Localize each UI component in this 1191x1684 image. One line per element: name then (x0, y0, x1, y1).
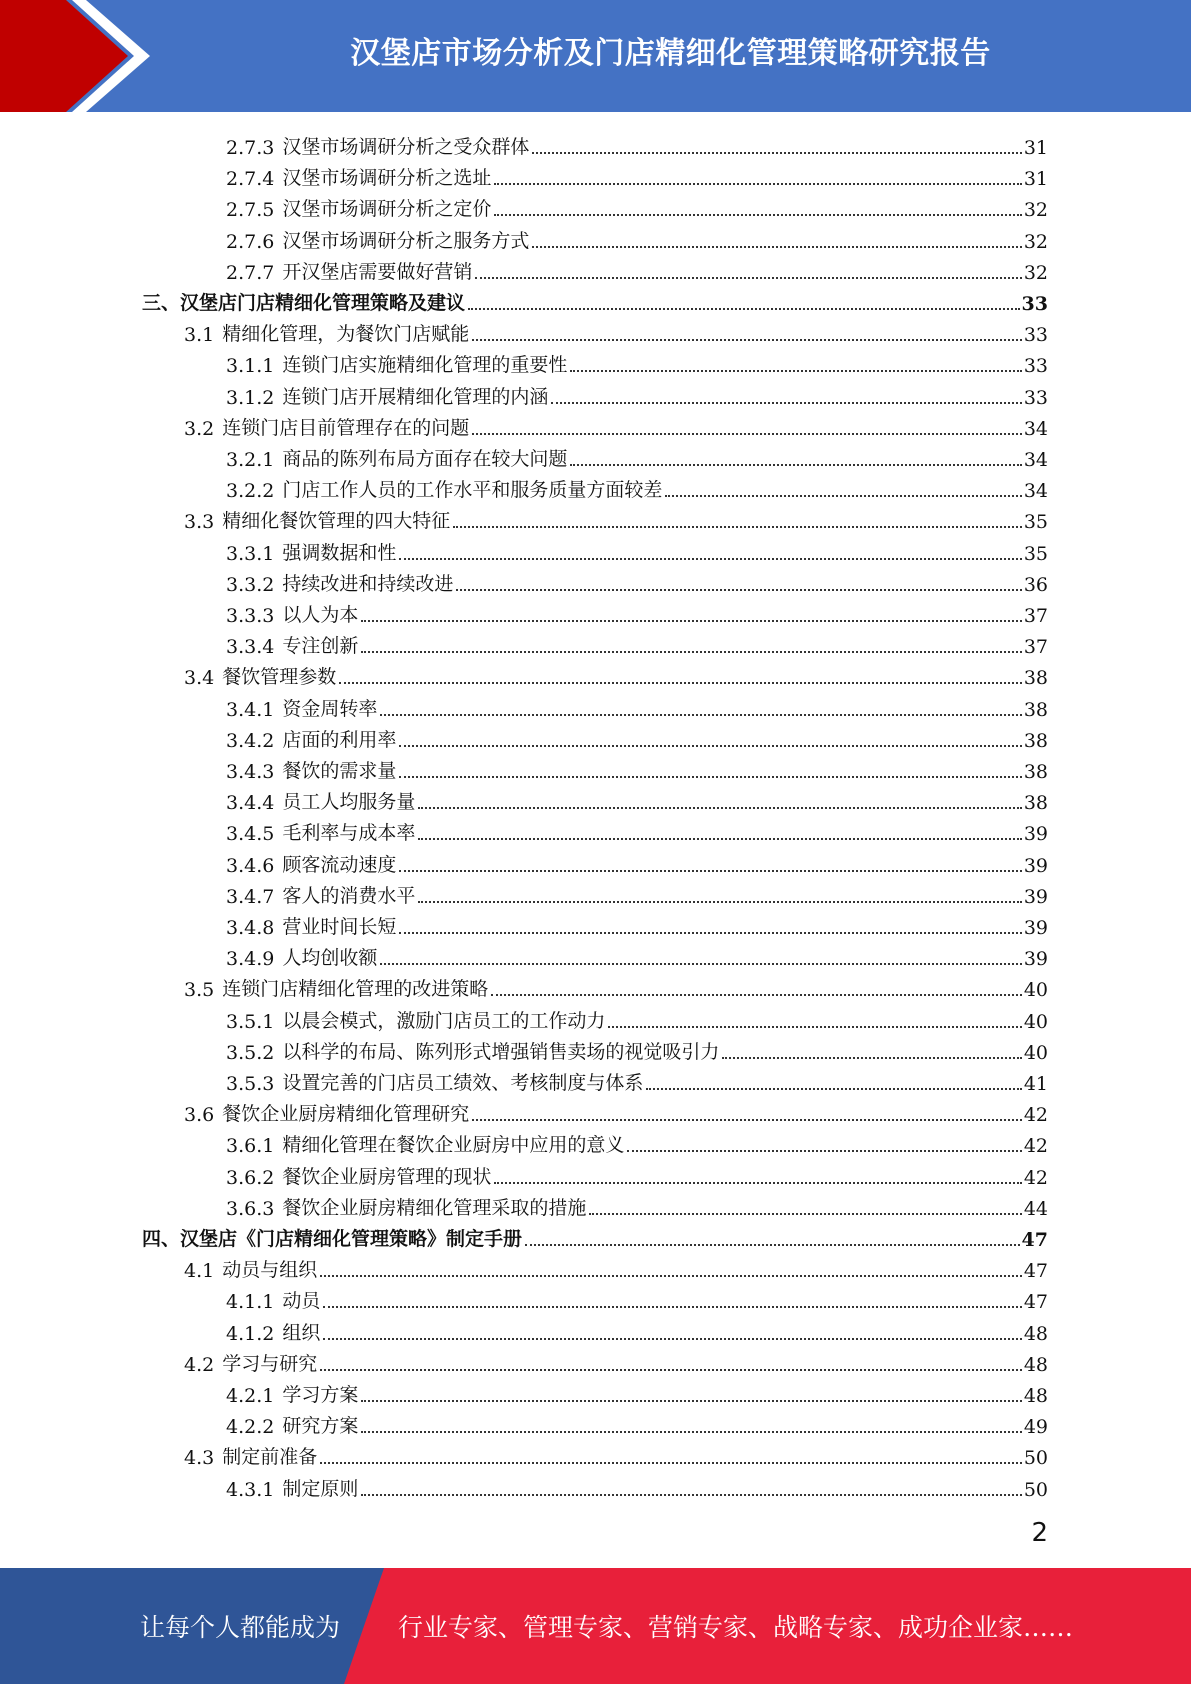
toc-dot-leader (494, 1182, 1021, 1184)
toc-entry[interactable] (226, 378, 1048, 409)
toc-entry[interactable] (226, 253, 1048, 284)
toc-entry-number: 2.7.7 (226, 262, 275, 284)
toc-entry[interactable] (226, 846, 1048, 877)
toc-dot-leader (472, 1119, 1022, 1121)
toc-entry-title: 开汉堡店需要做好营销 (282, 261, 473, 283)
toc-entry-number: 3.3 (184, 511, 215, 533)
toc-entry[interactable] (226, 814, 1048, 845)
toc-entry-title: 顾客流动速度 (282, 854, 397, 876)
toc-dot-leader (380, 963, 1021, 965)
toc-entry-title: 制定前准备 (222, 1446, 318, 1468)
toc-entry-page: 47 (1021, 1229, 1048, 1251)
toc-dot-leader (399, 558, 1021, 560)
toc-entry-page: 39 (1023, 886, 1048, 908)
toc-entry[interactable] (226, 534, 1048, 565)
toc-entry-number: 3.4.4 (226, 792, 275, 814)
toc-entry[interactable] (226, 721, 1048, 752)
toc-entry-number: 4.2 (184, 1354, 215, 1376)
toc-entry[interactable] (226, 1282, 1048, 1313)
toc-entry[interactable] (226, 1002, 1048, 1033)
toc-entry-title: 资金周转率 (282, 698, 378, 720)
toc-entry-title: 专注创新 (282, 635, 359, 657)
toc-dot-leader (525, 1244, 1020, 1246)
toc-entry-page: 38 (1023, 792, 1048, 814)
toc-entry-number: 4.1 (184, 1260, 215, 1282)
toc-dot-leader (608, 1026, 1021, 1028)
toc-entry-number: 4.1.1 (226, 1291, 275, 1313)
toc-entry-page: 34 (1023, 418, 1048, 440)
toc-entry-title: 制定原则 (282, 1478, 359, 1500)
toc-entry-page: 39 (1023, 948, 1048, 970)
toc-entry-title: 汉堡市场调研分析之服务方式 (282, 230, 530, 252)
toc-entry-title: 研究方案 (282, 1415, 359, 1437)
toc-entry[interactable] (226, 1407, 1048, 1438)
toc-entry-title: 设置完善的门店员工绩效、考核制度与体系 (282, 1072, 644, 1094)
toc-entry-title: 餐饮的需求量 (282, 760, 397, 782)
toc-entry[interactable] (184, 1251, 1048, 1282)
toc-dot-leader (646, 1088, 1021, 1090)
toc-entry-title: 汉堡市场调研分析之受众群体 (282, 136, 530, 158)
toc-entry-title: 餐饮企业厨房管理的现状 (282, 1166, 492, 1188)
toc-entry-page: 40 (1023, 979, 1048, 1001)
toc-entry[interactable] (226, 939, 1048, 970)
toc-entry-number: 3.5.1 (226, 1011, 275, 1033)
toc-entry-title: 商品的陈列布局方面存在较大问题 (282, 448, 568, 470)
toc-entry-title: 店面的利用率 (282, 729, 397, 751)
toc-entry-title: 员工人均服务量 (282, 791, 416, 813)
toc-entry[interactable] (142, 1220, 1048, 1251)
toc-dot-leader (453, 526, 1022, 528)
toc-dot-leader (665, 495, 1021, 497)
toc-entry-number: 3.6 (184, 1104, 215, 1126)
toc-entry-title: 餐饮管理参数 (222, 666, 337, 688)
toc-entry-number: 3.3.1 (226, 543, 275, 565)
toc-entry-page: 38 (1023, 699, 1048, 721)
toc-entry-page: 36 (1023, 574, 1048, 596)
toc-dot-leader (722, 1057, 1021, 1059)
toc-dot-leader (475, 277, 1021, 279)
toc-entry-number: 3.3.2 (226, 574, 275, 596)
toc-entry[interactable] (226, 596, 1048, 627)
toc-entry-number: 3.5.2 (226, 1042, 275, 1064)
toc-entry-page: 48 (1023, 1323, 1048, 1345)
toc-entry[interactable] (226, 1064, 1048, 1095)
toc-entry-number: 3.4 (184, 667, 215, 689)
toc-entry-title: 动员与组织 (222, 1259, 318, 1281)
footer-slogan-right: 行业专家、管理专家、营销专家、战略专家、成功企业家…… (398, 1613, 1074, 1642)
toc-dot-leader (494, 214, 1021, 216)
toc-dot-leader (399, 776, 1021, 778)
toc-entry[interactable] (142, 284, 1048, 315)
toc-entry-page: 47 (1023, 1291, 1048, 1313)
toc-entry[interactable] (226, 1158, 1048, 1189)
toc-dot-leader (323, 1306, 1021, 1308)
toc-entry-number: 2.7.3 (226, 137, 275, 159)
toc-entry-page: 48 (1023, 1354, 1048, 1376)
toc-entry[interactable] (226, 1189, 1048, 1220)
toc-entry-page: 32 (1023, 262, 1048, 284)
toc-entry-title: 三、汉堡店门店精细化管理策略及建议 (142, 292, 466, 314)
toc-entry-title: 以人为本 (282, 604, 359, 626)
toc-entry[interactable] (184, 658, 1048, 689)
toc-entry-number: 3.2 (184, 418, 215, 440)
toc-entry[interactable] (226, 627, 1048, 658)
toc-entry[interactable] (184, 315, 1048, 346)
toc-entry-number: 3.4.9 (226, 948, 275, 970)
toc-dot-leader (399, 870, 1021, 872)
toc-entry-title: 学习方案 (282, 1384, 359, 1406)
toc-entry-page: 38 (1023, 761, 1048, 783)
toc-entry-number: 3.4.7 (226, 886, 275, 908)
toc-dot-leader (627, 1150, 1021, 1152)
toc-entry[interactable] (184, 1345, 1048, 1376)
toc-entry[interactable] (226, 1470, 1048, 1501)
toc-entry-title: 连锁门店开展精细化管理的内涵 (282, 386, 549, 408)
toc-entry-title: 动员 (282, 1290, 321, 1312)
toc-entry-number: 3.2.2 (226, 480, 275, 502)
toc-entry[interactable] (226, 128, 1048, 159)
toc-entry-number: 4.1.2 (226, 1323, 275, 1345)
toc-entry-number: 3.5.3 (226, 1073, 275, 1095)
toc-entry-number: 4.2.1 (226, 1385, 275, 1407)
toc-entry-page: 42 (1023, 1104, 1048, 1126)
toc-entry-number: 3.1.2 (226, 387, 275, 409)
toc-dot-leader (418, 901, 1021, 903)
toc-entry-number: 3.4.8 (226, 917, 275, 939)
toc-entry-page: 34 (1023, 449, 1048, 471)
toc-entry[interactable] (226, 690, 1048, 721)
toc-entry-number: 3.4.3 (226, 761, 275, 783)
toc-entry[interactable] (184, 1438, 1048, 1469)
toc-entry-number: 3.1 (184, 324, 215, 346)
toc-dot-leader (320, 1462, 1022, 1464)
toc-entry-page: 37 (1023, 636, 1048, 658)
toc-dot-leader (339, 682, 1022, 684)
toc-dot-leader (380, 714, 1021, 716)
toc-dot-leader (399, 745, 1021, 747)
toc-entry-title: 餐饮企业厨房精细化管理研究 (222, 1103, 470, 1125)
toc-entry-page: 33 (1023, 324, 1048, 346)
toc-entry-title: 餐饮企业厨房精细化管理采取的措施 (282, 1197, 587, 1219)
toc-entry-page: 32 (1023, 231, 1048, 253)
toc-entry-number: 2.7.4 (226, 168, 275, 190)
toc-entry-page: 35 (1023, 543, 1048, 565)
header-chevron-icon (0, 0, 160, 112)
toc-entry-page: 44 (1023, 1198, 1048, 1220)
toc-dot-leader (472, 433, 1022, 435)
toc-entry-number: 3.4.5 (226, 823, 275, 845)
toc-entry-page: 50 (1023, 1479, 1048, 1501)
toc-dot-leader (570, 464, 1021, 466)
toc-dot-leader (361, 651, 1021, 653)
toc-entry[interactable] (226, 440, 1048, 471)
toc-entry-title: 汉堡市场调研分析之选址 (282, 167, 492, 189)
toc-entry-page: 33 (1023, 387, 1048, 409)
toc-entry[interactable] (226, 346, 1048, 377)
toc-dot-leader (361, 1400, 1021, 1402)
toc-dot-leader (456, 589, 1021, 591)
toc-entry-title: 汉堡市场调研分析之定价 (282, 198, 492, 220)
toc-entry-page: 33 (1021, 293, 1048, 315)
toc-entry-page: 39 (1023, 823, 1048, 845)
toc-entry-number: 3.2.1 (226, 449, 275, 471)
toc-entry-title: 毛利率与成本率 (282, 822, 416, 844)
toc-entry[interactable] (226, 908, 1048, 939)
toc-entry-title: 人均创收额 (282, 947, 378, 969)
toc-entry-page: 31 (1023, 168, 1048, 190)
toc-entry-page: 32 (1023, 199, 1048, 221)
toc-entry[interactable] (226, 1314, 1048, 1345)
toc-entry[interactable] (226, 471, 1048, 502)
toc-entry[interactable] (184, 502, 1048, 533)
toc-entry-title: 连锁门店实施精细化管理的重要性 (282, 354, 568, 376)
toc-entry-page: 48 (1023, 1385, 1048, 1407)
toc-entry-page: 41 (1023, 1073, 1048, 1095)
toc-entry-page: 31 (1023, 137, 1048, 159)
toc-entry-number: 3.6.3 (226, 1198, 275, 1220)
toc-entry-page: 39 (1023, 917, 1048, 939)
toc-entry-page: 42 (1023, 1167, 1048, 1189)
toc-dot-leader (361, 1431, 1021, 1433)
page-footer (0, 1568, 1191, 1684)
toc-entry-page: 34 (1023, 480, 1048, 502)
toc-dot-leader (323, 1338, 1021, 1340)
toc-entry-number: 3.4.1 (226, 699, 275, 721)
toc-entry-number: 4.3.1 (226, 1479, 275, 1501)
toc-dot-leader (399, 932, 1021, 934)
toc-entry-title: 连锁门店精细化管理的改进策略 (222, 978, 489, 1000)
toc-dot-leader (491, 994, 1022, 996)
toc-dot-leader (468, 308, 1020, 310)
toc-entry[interactable] (226, 877, 1048, 908)
page-number: 2 (1031, 1518, 1048, 1548)
toc-entry-page: 47 (1023, 1260, 1048, 1282)
toc-entry-title: 强调数据和性 (282, 542, 397, 564)
toc-dot-leader (570, 370, 1021, 372)
toc-entry[interactable] (226, 159, 1048, 190)
toc-dot-leader (589, 1213, 1021, 1215)
toc-entry-page: 35 (1023, 511, 1048, 533)
footer-slogan-left: 让每个人都能成为 (140, 1613, 341, 1642)
toc-entry-number: 3.3.4 (226, 636, 275, 658)
toc-entry[interactable] (226, 1376, 1048, 1407)
toc-dot-leader (320, 1369, 1022, 1371)
toc-dot-leader (418, 838, 1021, 840)
toc-entry-title: 以晨会模式，激励门店员工的工作动力 (282, 1010, 606, 1032)
toc-entry-number: 3.5 (184, 979, 215, 1001)
toc-entry-title: 精细化管理，为餐饮门店赋能 (222, 323, 470, 345)
toc-entry-title: 学习与研究 (222, 1353, 318, 1375)
toc-entry[interactable] (226, 222, 1048, 253)
toc-entry-number: 4.2.2 (226, 1416, 275, 1438)
toc-entry-page: 40 (1023, 1011, 1048, 1033)
toc-entry-title: 精细化管理在餐饮企业厨房中应用的意义 (282, 1134, 625, 1156)
toc-dot-leader (472, 339, 1022, 341)
toc-dot-leader (551, 402, 1021, 404)
toc-entry-page: 42 (1023, 1135, 1048, 1157)
toc-entry-number: 3.3.3 (226, 605, 275, 627)
toc-entry-page: 33 (1023, 355, 1048, 377)
toc-entry-page: 39 (1023, 855, 1048, 877)
toc-entry-number: 3.4.6 (226, 855, 275, 877)
toc-entry-number: 2.7.5 (226, 199, 275, 221)
toc-entry-number: 2.7.6 (226, 231, 275, 253)
toc-entry[interactable] (226, 783, 1048, 814)
toc-dot-leader (361, 620, 1021, 622)
toc-dot-leader (361, 1494, 1021, 1496)
toc-dot-leader (532, 246, 1021, 248)
toc-entry-title: 门店工作人员的工作水平和服务质量方面较差 (282, 479, 663, 501)
toc-entry-number: 3.1.1 (226, 355, 275, 377)
toc-entry-number: 4.3 (184, 1447, 215, 1469)
toc-dot-leader (494, 183, 1021, 185)
toc-entry-page: 38 (1023, 730, 1048, 752)
toc-entry[interactable] (226, 1126, 1048, 1157)
toc-entry[interactable] (226, 190, 1048, 221)
header-title: 汉堡店市场分析及门店精细化管理策略研究报告 (350, 36, 991, 71)
toc-entry[interactable] (226, 1033, 1048, 1064)
toc-entry-title: 以科学的布局、陈列形式增强销售卖场的视觉吸引力 (282, 1041, 720, 1063)
toc-dot-leader (418, 807, 1021, 809)
toc-entry-page: 38 (1023, 667, 1048, 689)
toc-entry-page: 49 (1023, 1416, 1048, 1438)
toc-entry-page: 40 (1023, 1042, 1048, 1064)
toc-entry[interactable] (226, 752, 1048, 783)
toc-dot-leader (320, 1275, 1022, 1277)
toc-entry-title: 持续改进和持续改进 (282, 573, 454, 595)
toc-entry-title: 组织 (282, 1322, 321, 1344)
toc-entry[interactable] (184, 1095, 1048, 1126)
toc-entry[interactable] (184, 970, 1048, 1001)
toc-entry-number: 3.6.1 (226, 1135, 275, 1157)
toc-entry-title: 连锁门店目前管理存在的问题 (222, 417, 470, 439)
toc-entry-page: 50 (1023, 1447, 1048, 1469)
toc-entry-number: 3.6.2 (226, 1167, 275, 1189)
toc-dot-leader (532, 152, 1021, 154)
toc-entry[interactable] (226, 565, 1048, 596)
toc-entry-title: 四、汉堡店《门店精细化管理策略》制定手册 (142, 1228, 523, 1250)
toc-entry-title: 营业时间长短 (282, 916, 397, 938)
toc-entry-title: 精细化餐饮管理的四大特征 (222, 510, 451, 532)
toc-entry[interactable] (184, 409, 1048, 440)
toc-entry-page: 37 (1023, 605, 1048, 627)
page-header (0, 0, 1191, 112)
toc-entry-title: 客人的消费水平 (282, 885, 416, 907)
toc-entry-number: 3.4.2 (226, 730, 275, 752)
